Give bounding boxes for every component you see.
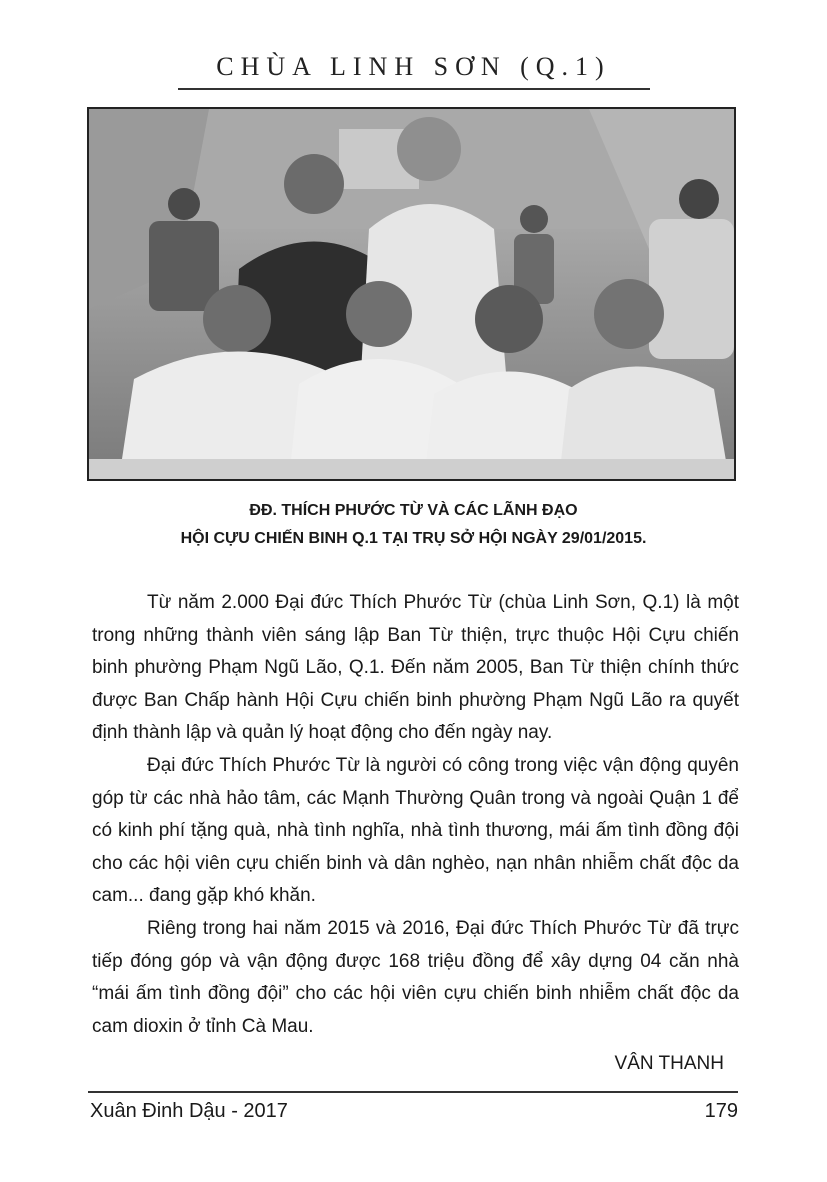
caption-line-2: HỘI CỰU CHIẾN BINH Q.1 TẠI TRỤ SỞ HỘI NGÀY 29/01/2015. <box>180 530 647 547</box>
footer-rule <box>88 1091 738 1093</box>
photo-caption <box>0 497 827 553</box>
article-author: VÂN THANH <box>614 1053 724 1074</box>
article-body <box>92 587 739 1043</box>
article-paragraph: Đại đức Thích Phước Từ là người có công trong việc vận động quyên góp từ các nhà hảo tâm, các Mạnh Thường Quân trong và ngoài Quận 1 để có kinh phí tặng quà, nhà tình nghĩa, nhà tình thương, mái ấm tình đồng đội cho các hội viên cựu chiến binh và dân nghèo, nạn nhân nhiễm chất độc da cam... đang gặp khó khăn. <box>92 754 739 907</box>
article-paragraph: Riêng trong hai năm 2015 và 2016, Đại đức Thích Phước Từ đã trực tiếp đóng góp và vận động được 168 triệu đồng để xây dựng 04 căn nhà “mái ấm tình đồng đội” cho các hội viên cựu chiến binh nhiễm chất độc da cam dioxin ở tỉnh Cà Mau. <box>92 917 739 1037</box>
article-paragraph: Từ năm 2.000 Đại đức Thích Phước Từ (chùa Linh Sơn, Q.1) là một trong những thành viên sáng lập Ban Từ thiện, trực thuộc Hội Cựu chiến binh phường Phạm Ngũ Lão, Q.1. Đến năm 2005, Ban Từ thiện chính thức được Ban Chấp hành Hội Cựu chiến binh phường Phạm Ngũ Lão ra quyết định thành lập và quản lý hoạt động cho đến ngày nay. <box>92 592 739 744</box>
header-rule <box>178 88 650 90</box>
group-photo-image <box>89 109 734 479</box>
footer-issue: Xuân Đinh Dậu - 2017 <box>90 1100 288 1122</box>
page-header-title: CHÙA LINH SƠN (Q.1) <box>216 52 611 81</box>
page-number: 179 <box>704 1100 738 1122</box>
group-photo <box>87 107 736 481</box>
caption-line-1: ĐĐ. THÍCH PHƯỚC TỪ VÀ CÁC LÃNH ĐẠO <box>249 502 578 519</box>
